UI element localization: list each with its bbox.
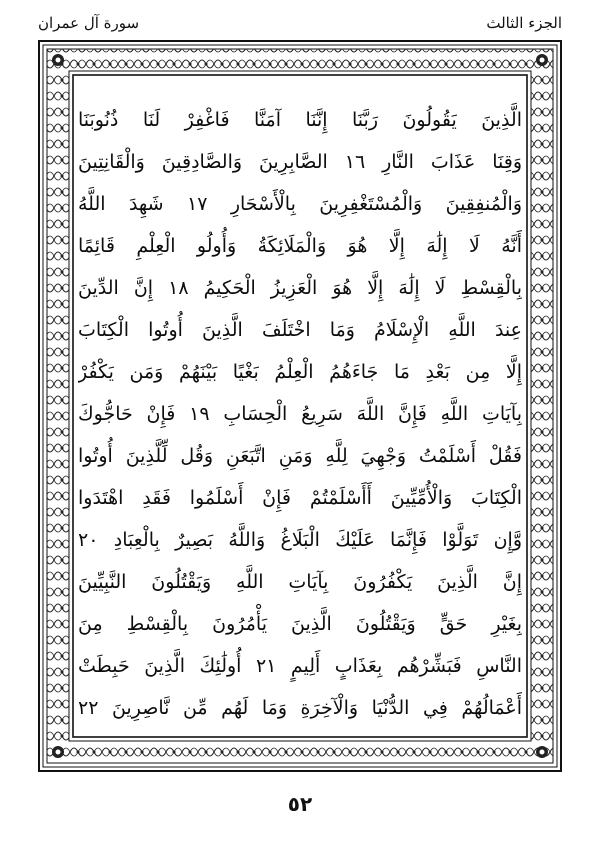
text-line: أَنَّهُ لَا إِلَٰهَ إِلَّا هُوَ وَالْمَلَائِكَةُ وَأُولُو الْعِلْمِ قَائِمًا	[78, 235, 522, 257]
text-line: بِالْقِسْطِ لَا إِلَٰهَ إِلَّا هُوَ الْعَزِيزُ الْحَكِيمُ ١٨ إِنَّ الدِّينَ	[78, 277, 522, 299]
text-line: عِندَ اللَّهِ الْإِسْلَامُ وَمَا اخْتَلَفَ الَّذِينَ أُوتُوا الْكِتَابَ	[78, 319, 522, 341]
page-number: ٥٢	[287, 792, 313, 816]
text-line: إِنَّ الَّذِينَ يَكْفُرُونَ بِآيَاتِ اللَّهِ وَيَقْتُلُونَ النَّبِيِّينَ	[78, 571, 522, 593]
text-line: أَعْمَالُهُمْ فِي الدُّنْيَا وَالْآخِرَةِ وَمَا لَهُم مِّن نَّاصِرِينَ ٢٢	[78, 697, 522, 719]
quran-text	[78, 98, 522, 746]
text-line: الَّذِينَ يَقُولُونَ رَبَّنَا إِنَّنَا آمَنَّا فَاغْفِرْ لَنَا ذُنُوبَنَا	[78, 109, 522, 131]
text-line: إِلَّا مِن بَعْدِ مَا جَاءَهُمُ الْعِلْمُ بَغْيًا بَيْنَهُمْ وَمَن يَكْفُرْ	[78, 361, 522, 383]
page-header	[38, 14, 562, 38]
text-line: الْكِتَابَ وَالْأُمِّيِّينَ أَأَسْلَمْتُمْ فَإِنْ أَسْلَمُوا فَقَدِ اهْتَدَوا	[78, 487, 522, 509]
text-line: النَّاسِ فَبَشِّرْهُم بِعَذَابٍ أَلِيمٍ ٢١ أُولَٰئِكَ الَّذِينَ حَبِطَتْ	[78, 655, 522, 677]
text-line: فَقُلْ أَسْلَمْتُ وَجْهِيَ لِلَّهِ وَمَنِ اتَّبَعَنِ وَقُل لِّلَّذِينَ أُوتُوا	[78, 445, 522, 467]
text-line: وَّإِن تَوَلَّوْا فَإِنَّمَا عَلَيْكَ الْبَلَاغُ وَاللَّهُ بَصِيرٌ بِالْعِبَادِ ٢٠	[78, 529, 522, 551]
surah-label: سورة آل عمران	[38, 14, 140, 32]
juz-label: الجزء الثالث	[486, 14, 562, 32]
text-line: بِغَيْرِ حَقٍّ وَيَقْتُلُونَ الَّذِينَ يَأْمُرُونَ بِالْقِسْطِ مِنَ	[78, 613, 522, 635]
text-line: بِآيَاتِ اللَّهِ فَإِنَّ اللَّهَ سَرِيعُ الْحِسَابِ ١٩ فَإِنْ حَاجُّوكَ	[78, 403, 522, 425]
text-line: وَالْمُنفِقِينَ وَالْمُسْتَغْفِرِينَ بِالْأَسْحَارِ ١٧ شَهِدَ اللَّهُ	[78, 193, 522, 215]
text-line: وَقِنَا عَذَابَ النَّارِ ١٦ الصَّابِرِينَ وَالصَّادِقِينَ وَالْقَانِتِينَ	[78, 151, 522, 173]
